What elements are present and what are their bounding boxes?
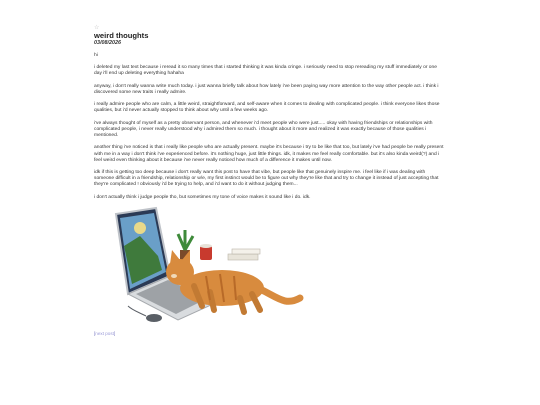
post-paragraph: idk if this is getting too deep because i don't really want this post to have that vibe, but people like that genuinely inspire me. i feel like if i was dealing with someone difficult in a friendship, relationship or w/e, my first instinct would be to figure out why they're like that and try to change it instead of just accepting that they're complicated ! obviously i'd be trying to help, and i'd want to do it without judging them... bbox=[94, 170, 439, 188]
post-paragraph: i've always thought of myself as a pretty observant person, and whenever i'd meet people who were just..... okay with having friendships or relationships with complicated people, i never really understood why i admired them so much. i thought about it more and realized it was exactly because of those qualities i mentioned. bbox=[94, 120, 433, 139]
mouse-icon bbox=[146, 314, 162, 322]
cat-laptop-illustration bbox=[110, 206, 306, 328]
bracket: [ bbox=[94, 331, 96, 336]
post-paragraph: another thing i've noticed is that i really like people who are actually present. maybe it's because i try to be like that too, but lately i've had people be really present with me in a way i don't think i've experienced before. it's nothing huge, just little things. idk, it makes me feel really comfortable. but it's also kinda weird(?) and i feel weird even thinking about it because i've never really noticed how much of a difference it makes until now. bbox=[94, 145, 444, 163]
post-paragraph: hi bbox=[94, 53, 98, 58]
post-paragraph: i don't actually think i judge people tho, but sometimes my tone of voice makes it sound like i do. idk. bbox=[94, 194, 311, 200]
star-icon[interactable]: ☆ bbox=[94, 24, 100, 31]
bracket: ] bbox=[113, 331, 116, 336]
post-paragraph: i really admire people who are calm, a little weird, straightforward, and self-aware when it comes to dealing with complicated people. i think everyone likes those qualities, but i'd never actually stopped to think about why until a few weeks ago. bbox=[94, 102, 440, 114]
post-date: 03/08/2026 bbox=[94, 40, 121, 46]
blog-post bbox=[94, 24, 446, 207]
post-paragraph: i deleted my last text because i reread it so many times that i started thinking it was kinda cringe. i seriously need to stop rereading my stuff immediately or one day i'll end up deleting everything hahaha bbox=[94, 65, 437, 77]
next-post-link[interactable] bbox=[94, 331, 115, 336]
next-post-label[interactable]: next post bbox=[95, 331, 114, 336]
post-title: weird thoughts bbox=[94, 31, 149, 40]
post-paragraph: anyway, i don't really wanna write much today. i just wanna briefly talk about how lately i've been paying way more attention to the way other people act. i think i discovered some new traits i really admire. bbox=[94, 83, 439, 95]
